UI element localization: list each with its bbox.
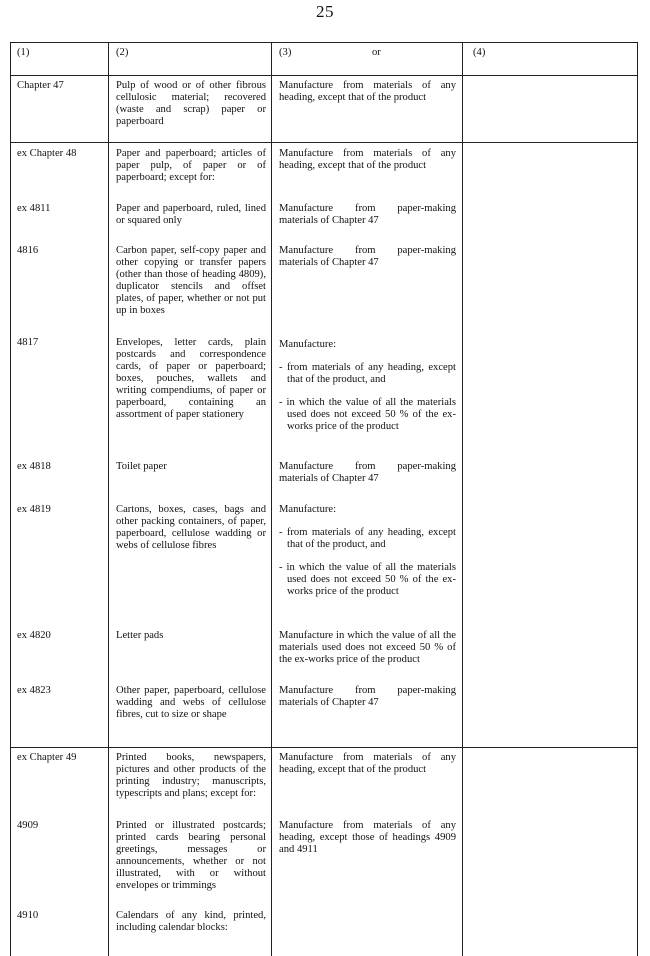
rule-cell <box>279 339 456 433</box>
heading-cell: ex Chapter 49 <box>17 752 77 763</box>
heading-cell: ex 4818 <box>17 461 51 472</box>
description-cell: Calendars of any kind, printed, including calendar blocks: <box>116 910 266 933</box>
chapter-divider-49 <box>10 747 638 748</box>
description-cell: Printed books, newspapers, pictures and other products of the printing industry; manuscripts, typescripts and plans; except for: <box>116 752 266 799</box>
heading-cell: ex 4823 <box>17 685 51 696</box>
column-header-3: (3) <box>279 47 292 58</box>
table-border-top <box>10 42 638 43</box>
heading-cell: 4910 <box>17 910 39 921</box>
rule-cell <box>279 461 456 485</box>
description-cell: Printed or illustrated postcards; printed cards bearing personal greetings, messages or announcements, whether or not illustrated, with or without envelopes or trimmings <box>116 820 266 891</box>
heading-cell: 4909 <box>17 820 39 831</box>
description-cell: Paper and paperboard, ruled, lined or squared only <box>116 203 266 226</box>
description-cell: Cartons, boxes, cases, bags and other packing containers, of paper, paperboard, cellulose wadding or webs of cellulose fibres <box>116 504 266 551</box>
column-header-4: (4) <box>473 47 486 58</box>
rule-condition: - from materials of any heading, except that of the product, and <box>279 527 456 550</box>
rule-text: Manufacture from materials of any heading, except that of the product <box>279 148 456 171</box>
description-cell: Paper and paperboard; articles of paper pulp, of paper or of paperboard; except for: <box>116 148 266 183</box>
rule-cell <box>279 245 456 269</box>
rule-text: Manufacture from materials of any heading, except that of the product <box>279 752 456 775</box>
rule-text: Manufacture from paper-making materials of Chapter 47 <box>279 203 456 226</box>
rule-text: Manufacture: <box>279 339 337 350</box>
description-cell: Toilet paper <box>116 461 167 472</box>
column-line-left <box>10 42 11 956</box>
rule-text: Manufacture from paper-making materials of Chapter 47 <box>279 245 456 268</box>
column-header-1: (1) <box>17 47 30 58</box>
heading-cell: ex 4820 <box>17 630 51 641</box>
header-divider <box>10 75 638 76</box>
column-header-2: (2) <box>116 47 129 58</box>
rule-cell <box>279 630 456 666</box>
rule-text: Manufacture from materials of any heading, except those of headings 4909 and 4911 <box>279 820 456 855</box>
description-cell: Letter pads <box>116 630 164 641</box>
column-header-or: or <box>372 47 381 58</box>
rule-cell <box>279 203 456 227</box>
chapter-divider-48 <box>10 142 638 143</box>
heading-cell: Chapter 47 <box>17 80 64 91</box>
heading-cell: ex 4819 <box>17 504 51 515</box>
description-cell: Envelopes, letter cards, plain postcards and correspondence cards, of paper or paperboard; boxes, pouches, wallets and writing compendiums, of paper or paperboard, containing an assortment of paper stationery <box>116 337 266 420</box>
heading-cell: ex Chapter 48 <box>17 148 77 159</box>
description-cell: Pulp of wood or of other fibrous cellulosic material; recovered (waste and scrap) paper or paperboard <box>116 80 266 127</box>
rule-cell <box>279 80 456 104</box>
heading-cell: 4816 <box>17 245 39 256</box>
rule-cell <box>279 504 456 598</box>
description-cell: Other paper, paperboard, cellulose wadding and webs of cellulose fibres, cut to size or shape <box>116 685 266 720</box>
rule-text: Manufacture: <box>279 504 337 515</box>
rule-condition: - in which the value of all the materials used does not exceed 50 % of the ex-works price of the product <box>279 397 456 432</box>
column-line-right <box>637 42 638 956</box>
rule-text: Manufacture from materials of any heading, except that of the product <box>279 80 456 103</box>
column-line-2-3 <box>271 42 272 956</box>
rule-condition: - from materials of any heading, except that of the product, and <box>279 362 456 385</box>
page-number: 25 <box>316 2 334 21</box>
column-line-1-2 <box>108 42 109 956</box>
rule-cell <box>279 752 456 776</box>
column-line-3-4 <box>462 42 463 956</box>
rule-cell <box>279 148 456 172</box>
heading-cell: 4817 <box>17 337 39 348</box>
rule-condition: - in which the value of all the materials used does not exceed 50 % of the ex-works price of the product <box>279 562 456 597</box>
rule-cell <box>279 685 456 709</box>
heading-cell: ex 4811 <box>17 203 51 214</box>
rule-cell <box>279 820 456 856</box>
rule-text: Manufacture in which the value of all the materials used does not exceed 50 % of the ex-works price of the product <box>279 630 456 665</box>
description-cell: Carbon paper, self-copy paper and other copying or transfer papers (other than those of heading 4809), duplicator stencils and offset plates, of paper, whether or not put up in boxes <box>116 245 266 316</box>
rule-text: Manufacture from paper-making materials of Chapter 47 <box>279 461 456 484</box>
rule-text: Manufacture from paper-making materials of Chapter 47 <box>279 685 456 708</box>
